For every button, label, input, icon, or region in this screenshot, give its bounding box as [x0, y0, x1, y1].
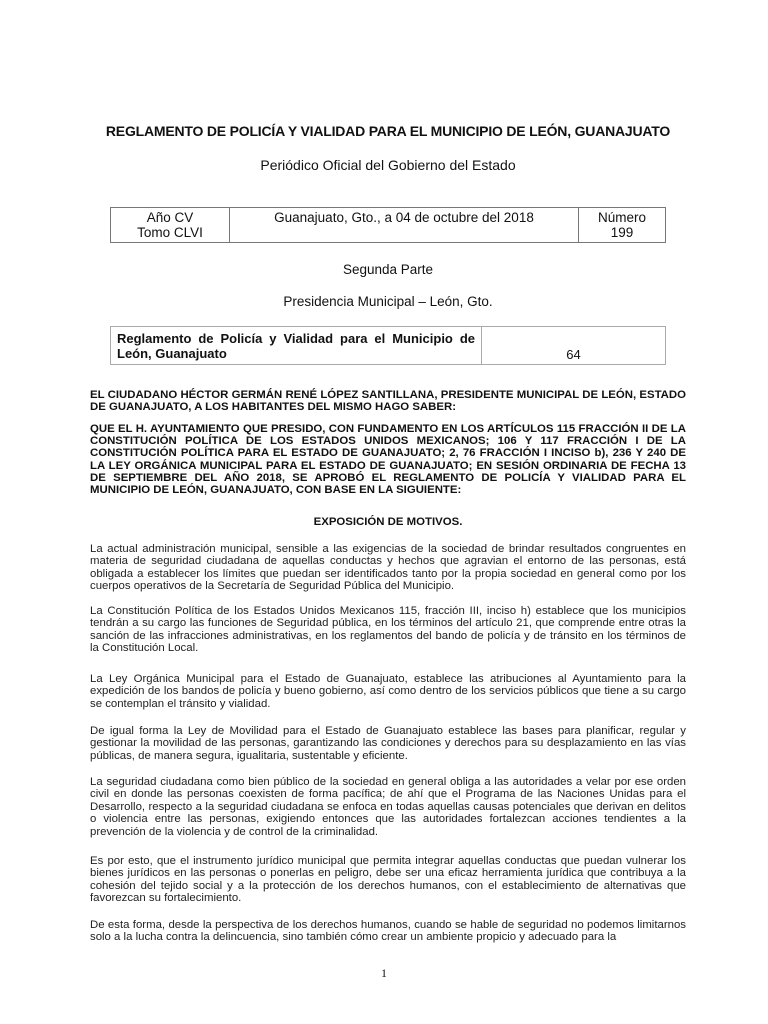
year-label: Año CV [146, 210, 194, 225]
number-label: Número [597, 210, 646, 225]
document-subtitle: Periódico Oficial del Gobierno del Estado [260, 157, 516, 173]
part-label: Segunda Parte [342, 262, 434, 277]
proclamation-paragraph: EL CIUDADANO HÉCTOR GERMÁN RENÉ LÓPEZ SANTILLANA, PRESIDENTE MUNICIPAL DE LEÓN, ESTADO DE GUANAJUATO, A LOS HABITANTES DEL MISMO HAGO SABER: [90, 389, 686, 414]
regulation-name: Reglamento de Policía y Vialidad para el Municipio de León, Guanajuato [111, 327, 482, 365]
regulation-table [110, 326, 666, 365]
regulation-page: 64 [482, 327, 666, 365]
paragraph-7: De esta forma, desde la perspectiva de los derechos humanos, cuando se hable de seguridad no podemos limitarnos solo a la lucha contra la delincuencia, sino también cómo crear un ambiente propicio y adecuado para la [90, 919, 686, 944]
paragraph-6: Es por esto, que el instrumento jurídico municipal que permita integrar aquellas conductas que puedan vulnerar los bienes jurídicos en las personas o ponerlas en peligro, debe ser una eficaz herramienta jurídica que contribuya a la cohesión del tejido social y a la protección de los derechos humanos, con el establecimiento de alternativas que favorezcan su fortalecimiento. [90, 855, 686, 905]
paragraph-1: La actual administración municipal, sensible a las exigencias de la sociedad de brindar resultados congruentes en materia de seguridad ciudadana de aquellas conductas y hechos que agravian el entorno de las personas, está obligada a establecer los límites que puedan ser identificados tanto por la propia sociedad en general como por los cuerpos operativos de la Secretaría de Seguridad Pública del Municipio. [90, 543, 686, 593]
document-title: REGLAMENTO DE POLICÍA Y VIALIDAD PARA EL MUNICIPIO DE LEÓN, GUANAJUATO [105, 123, 671, 139]
number-cell [579, 208, 666, 243]
volume-cell [111, 208, 230, 243]
section-heading: EXPOSICIÓN DE MOTIVOS. [313, 516, 463, 528]
presidency-label: Presidencia Municipal – León, Gto. [283, 294, 493, 309]
paragraph-5: La seguridad ciudadana como bien público de la sociedad en general obliga a las autoridades a velar por ese orden civil en donde las personas coexisten de forma pacífica; de ahí que el Programa de las Naciones Unidas para el Desarrollo, respecto a la seguridad ciudadana se enfoca en todas aquellas causas potenciales que derivan en delitos o violencia entre las personas, exigiendo entonces que las autoridades fortalezcan acciones tendientes a la prevención de la violencia y de control de la criminalidad. [90, 776, 686, 838]
paragraph-2: La Constitución Política de los Estados Unidos Mexicanos 115, fracción III, inciso h) establece que los municipios tendrán a su cargo las funciones de Seguridad pública, en los términos del artículo 21, que comprende entre otras la sanción de las infracciones administrativas, en los reglamentos del bando de policía y de tránsito en los términos de la Constitución Local. [90, 605, 686, 655]
tome-label: Tomo CLVI [137, 225, 203, 240]
page-number: 1 [381, 966, 387, 980]
number-value: 199 [610, 225, 634, 240]
legal-basis-paragraph: QUE EL H. AYUNTAMIENTO QUE PRESIDO, CON FUNDAMENTO EN LOS ARTÍCULOS 115 FRACCIÓN II DE LA CONSTITUCIÓN POLÍTICA DE LOS ESTADOS UNIDOS MEXICANOS; 106 Y 117 FRACCIÓN I DE LA CONSTITUCIÓN POLÍTICA PARA EL ESTADO DE GUANAJUATO; 2, 76 FRACCIÓN I INCISO b), 236 Y 240 DE LA LEY ORGÁNICA MUNICIPAL PARA EL ESTADO DE GUANAJUATO; EN SESIÓN ORDINARIA DE FECHA 13 DE SEPTIEMBRE DEL AÑO 2018, SE APROBÓ EL REGLAMENTO DE POLICÍA Y VIALIDAD PARA EL MUNICIPIO DE LEÓN, GUANAJUATO, CON BASE EN LA SIGUIENTE: [90, 423, 686, 497]
date-cell: Guanajuato, Gto., a 04 de octubre del 2018 [230, 208, 579, 243]
paragraph-4: De igual forma la Ley de Movilidad para el Estado de Guanajuato establece las bases para planificar, regular y gestionar la movilidad de las personas, garantizando las condiciones y derechos para su desplazamiento en las vías públicas, de manera segura, igualitaria, sustentable y eficiente. [90, 725, 686, 762]
publication-header-table [110, 207, 666, 243]
paragraph-3: La Ley Orgánica Municipal para el Estado de Guanajuato, establece las atribuciones al Ayuntamiento para la expedición de los bandos de policía y bueno gobierno, así como dentro de los servicios públicos que tiene a su cargo se contemplan el tránsito y vialidad. [90, 673, 686, 710]
